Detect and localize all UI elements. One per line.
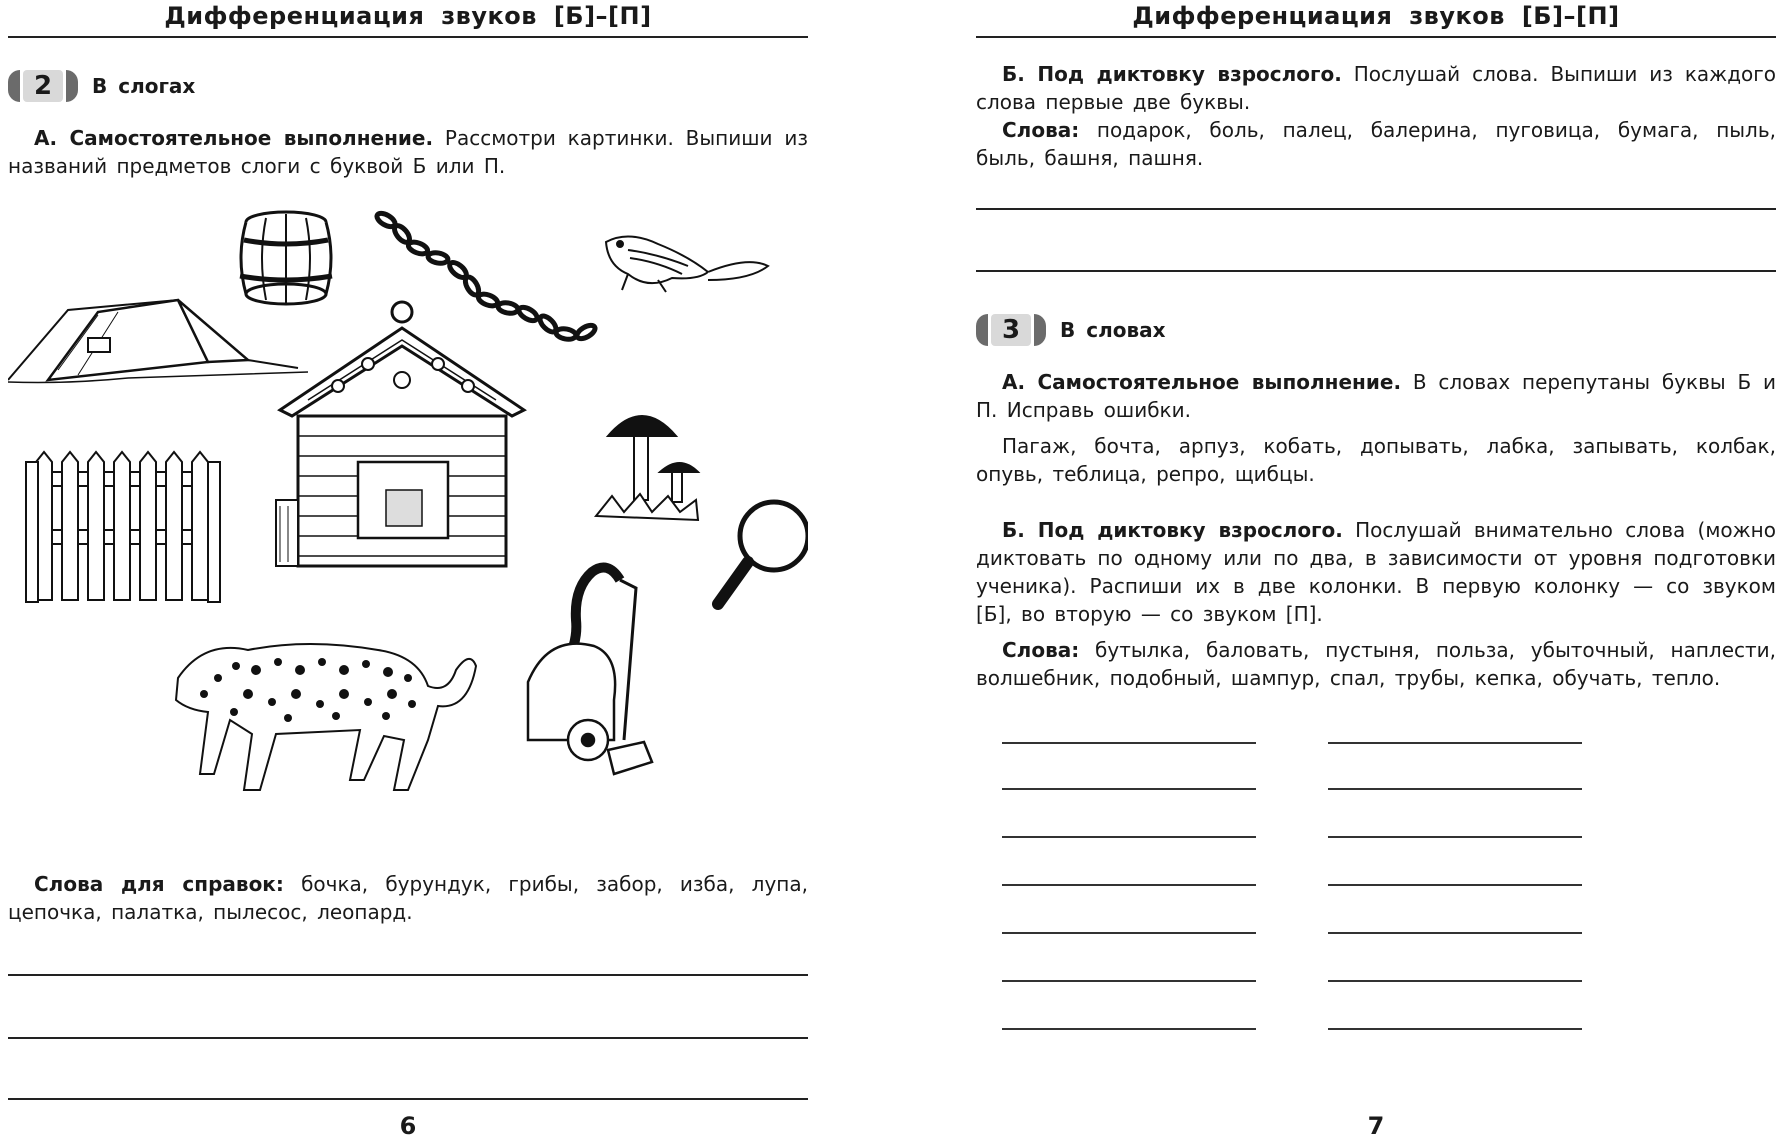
column-p-line[interactable]: [1328, 836, 1582, 838]
pictures-area: [8, 200, 808, 820]
vacuum-icon: [528, 568, 652, 775]
right-header-rule: [976, 36, 1776, 38]
section-2-badge: [8, 70, 78, 102]
right-task-b2-text: Послушай внимательно слова (можно диктовать по одному или по два, в зависимости от уровня подготовки ученика). Распиши их в две колонки. В первую колонку — со звуком [Б], во вторую — со звуком [П].: [976, 518, 1776, 626]
right-task-a-text: В словах перепутаны буквы Б и П. Исправь ошибки.: [976, 370, 1776, 422]
right-task-a: [976, 368, 1776, 424]
column-b-line[interactable]: [1002, 836, 1256, 838]
left-writing-line-2[interactable]: [8, 1037, 808, 1039]
column-p-line[interactable]: [1328, 1028, 1582, 1030]
right-task-b1-text: Послушай слова. Выпиши из каждого слова первые две буквы.: [976, 62, 1776, 114]
column-b-line[interactable]: [1002, 884, 1256, 886]
section-2-number: 2: [23, 70, 63, 102]
right-task-b1-words-label: Слова:: [1002, 118, 1080, 142]
left-task-a-label: А. Самостоятельное выполнение.: [34, 126, 434, 150]
reference-label: Слова для справок:: [34, 872, 284, 896]
right-task-b1: [976, 60, 1776, 116]
section-3-label: В словах: [1060, 318, 1166, 342]
left-page-number: 6: [399, 1112, 417, 1136]
column-b-line[interactable]: [1002, 742, 1256, 744]
right-writing-line-2[interactable]: [976, 270, 1776, 272]
column-p-line[interactable]: [1328, 788, 1582, 790]
right-page-header: Дифференциация звуков [Б]–[П]: [1132, 2, 1620, 30]
column-b-line[interactable]: [1002, 980, 1256, 982]
chain-icon: [375, 211, 597, 342]
magnifier-icon: [718, 502, 808, 604]
right-task-b1-words: [976, 116, 1776, 172]
section-3-badge: [976, 314, 1046, 346]
right-task-b2-words-label: Слова:: [1002, 638, 1080, 662]
section-2-title: [8, 70, 195, 102]
left-writing-line-3[interactable]: [8, 1098, 808, 1100]
column-p-line[interactable]: [1328, 742, 1582, 744]
column-b-line[interactable]: [1002, 1028, 1256, 1030]
right-task-b1-label: Б. Под диктовку взрослого.: [1002, 62, 1342, 86]
right-task-b1-words-text: подарок, боль, палец, балерина, пуговица, бумага, пыль, быль, башня, пашня.: [976, 118, 1776, 170]
left-task-a: [8, 124, 808, 180]
left-header-rule: [8, 36, 808, 38]
chipmunk-icon: [606, 236, 768, 292]
house-icon: [276, 302, 524, 566]
right-task-b2: [976, 516, 1776, 628]
section-2-label: В слогах: [92, 74, 196, 98]
column-b-line[interactable]: [1002, 788, 1256, 790]
left-page: [8, 0, 808, 1136]
right-task-a-words: Пагаж, бочта, арпуз, кобать, допывать, лабка, запывать, колбак, опувь, теблица, репро, щибцы.: [976, 434, 1776, 486]
right-page: [976, 0, 1776, 1136]
section-3-number: 3: [991, 314, 1031, 346]
section-3-title: [976, 314, 1166, 346]
right-task-b2-words-text: бутылка, баловать, пустыня, польза, убыточный, наплести, волшебник, подобный, шампур, спал, трубы, кепка, обучать, тепло.: [976, 638, 1776, 690]
column-p-line[interactable]: [1328, 884, 1582, 886]
right-page-number: 7: [1367, 1112, 1385, 1136]
right-task-b2-words: [976, 636, 1776, 692]
fence-icon: [26, 452, 220, 602]
right-writing-line-1[interactable]: [976, 208, 1776, 210]
tent-icon: [8, 300, 308, 383]
reference-text: бочка, бурундук, грибы, забор, изба, лупа, цепочка, палатка, пылесос, леопард.: [8, 872, 808, 924]
left-task-a-text: Рассмотри картинки. Выпиши из названий предметов слоги с буквой Б или П.: [8, 126, 808, 178]
right-task-b2-label: Б. Под диктовку взрослого.: [1002, 518, 1343, 542]
barrel-icon: [240, 212, 332, 304]
right-task-a-label: А. Самостоятельное выполнение.: [1002, 370, 1402, 394]
left-page-header: Дифференциация звуков [Б]–[П]: [164, 2, 652, 30]
leopard-icon: [176, 644, 476, 790]
left-writing-line-1[interactable]: [8, 974, 808, 976]
column-p-line[interactable]: [1328, 980, 1582, 982]
column-b-line[interactable]: [1002, 932, 1256, 934]
reference-words: [8, 870, 808, 926]
column-p-line[interactable]: [1328, 932, 1582, 934]
mushrooms-icon: [596, 416, 698, 520]
